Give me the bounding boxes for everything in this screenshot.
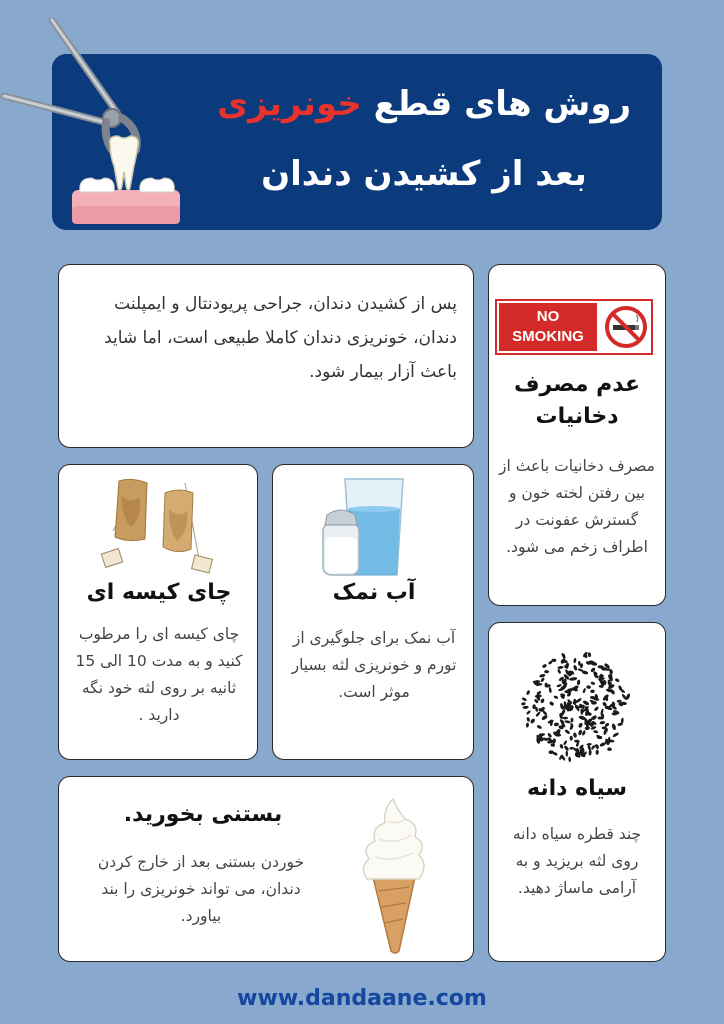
tooth-extraction-icon xyxy=(0,18,190,228)
page-title-line1: روش های قطع خونریزی xyxy=(216,84,632,124)
intro-card xyxy=(58,264,474,448)
tea-bag-card xyxy=(58,464,258,760)
ice-cream-icon xyxy=(349,791,439,955)
title-highlight: خونریزی xyxy=(216,84,362,124)
salt-water-title: آب نمک xyxy=(332,580,416,605)
no-smoking-icon xyxy=(603,304,649,350)
black-seed-card xyxy=(488,622,666,962)
tea-bag-icon xyxy=(99,475,219,575)
tea-bag-title: چای کیسه ای xyxy=(86,580,232,605)
salt-water-card xyxy=(272,464,474,760)
black-seed-icon xyxy=(517,647,637,767)
intro-text: پس از کشیدن دندان، جراحی پریودنتال و ایمپلنت دندان، خونریزی دندان کاملا طبیعی است، اما شاید باعث آزار بیمار شود. xyxy=(104,294,457,382)
tea-bag-text: چای کیسه ای را مرطوب کنید و به مدت 10 الی 15 ثانیه بر روی لثه خود نگه دارید . xyxy=(75,625,243,724)
ice-cream-text: خوردن بستنی بعد از خارج کردن دندان، می تواند خونریزی را بند بیاورد. xyxy=(97,853,305,925)
website-url-link[interactable]: www.dandaane.com xyxy=(237,986,487,1011)
ice-cream-card xyxy=(58,776,474,962)
ice-cream-title: بستنی بخورید. xyxy=(123,802,283,827)
no-smoking-title: عدم مصرف دخانیات xyxy=(513,372,641,429)
no-smoking-card xyxy=(488,264,666,606)
black-seed-text: چند قطره سیاه دانه روی لثه بریزید و به آرامی ماساژ دهید. xyxy=(512,825,642,897)
no-smoking-sign xyxy=(495,299,653,355)
no-smoking-label: NO SMOKING xyxy=(499,303,597,351)
page-title-line2: بعد از کشیدن دندان xyxy=(261,154,587,194)
salt-water-text: آب نمک برای جلوگیری از تورم و خونریزی لثه بسیار موثر است. xyxy=(291,629,457,701)
black-seed-title: سیاه دانه xyxy=(527,776,627,801)
salt-water-icon xyxy=(319,475,429,581)
no-smoking-text: مصرف دخانیات باعث از بین رفتن لخته خون و گسترش عفونت در اطراف زخم می شود. xyxy=(499,457,655,556)
